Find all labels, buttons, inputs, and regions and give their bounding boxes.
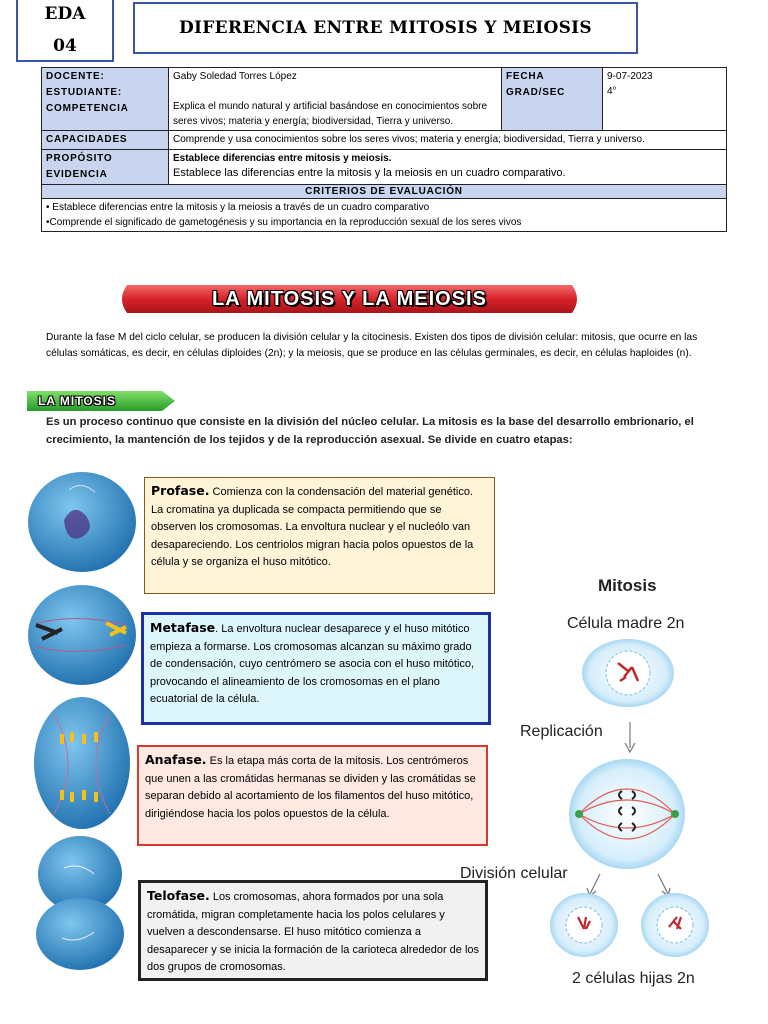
daughter-cell-2-image [639, 891, 711, 959]
metaphase-box [141, 612, 491, 725]
prophase-title: Profase. [151, 483, 210, 498]
mitosis-lead: Es un proceso continuo que consiste en la división del núcleo celular. La mitosis es la base del desarrollo embrionario, el crecimiento, la mantención de los tejidos y de la reproducción asexual. Se divide en cuatro etapas: [46, 416, 694, 446]
banner-title: LA MITOSIS Y LA MEIOSIS [212, 287, 487, 310]
mother-cell-label: Célula madre 2n [567, 615, 685, 632]
evidencia-label: EVIDENCIA [46, 169, 108, 180]
proposito-label-cell [42, 150, 169, 185]
telophase-box [138, 880, 488, 981]
docente-value: Gaby Soledad Torres López [173, 71, 297, 82]
metaphase-title: Metafase [150, 620, 216, 635]
intro-paragraph: Durante la fase M del ciclo celular, se producen la división celular y la citocinesis. Existen dos tipos de división celular: mitosis, que ocurre en las células somáticas, es decir, en células diploides (2n); y la meiosis, que se produce en las células germinales, es decir, en células haploides (n). [46, 332, 698, 359]
label-cell [42, 68, 169, 131]
capacidades-value: Comprende y usa conocimientos sobre los seres vivos; materia y energía; biodiversidad, Tierra y universo. [169, 131, 727, 150]
criterio-2: •Comprende el significado de gametogénesis y su importancia en la reproducción sexual de los seres vivos [46, 217, 522, 228]
proposito-value: Establece diferencias entre mitosis y meiosis. [173, 153, 392, 164]
capacidades-label: CAPACIDADES [42, 131, 169, 150]
estudiante-label: ESTUDIANTE: [46, 87, 123, 98]
competencia-label: COMPETENCIA [46, 103, 129, 114]
docente-cell [169, 68, 502, 131]
eda-box [16, 0, 114, 62]
telophase-title: Telofase. [147, 888, 210, 903]
anaphase-title: Anafase. [145, 752, 207, 767]
fecha-value-cell [603, 68, 727, 131]
docente-label: DOCENTE: [46, 71, 105, 82]
gradsec-value: 4° [607, 86, 617, 97]
eda-label: EDA [44, 4, 86, 24]
prophase-text: Comienza con la condensación del material genético. La cromatina ya duplicada se compacta permitiendo que se observen los cromosomas. La envoltura nuclear y el nucleólo van desapareciendo. Los centriolos migran hacia polos opuestos de la célula y se organiza el huso mitótico. [151, 486, 474, 568]
fecha-label: FECHA [506, 71, 545, 82]
mother-cell-image [580, 637, 676, 709]
anaphase-cell-image [24, 694, 140, 832]
criterios-cell [42, 199, 727, 232]
criterios-header: CRITERIOS DE EVALUACIÓN [42, 185, 727, 199]
fecha-label-cell [502, 68, 603, 131]
prophase-box [144, 477, 495, 594]
anaphase-text: Es la etapa más corta de la mitosis. Los centrómeros que unen a las cromátidas hermanas se dividen y las cromátidas se separan debido al acortamiento de los filamentos del huso mitótico, dirigiéndose hacia los polos opuestos de la célula. [145, 755, 476, 820]
proposito-cell [169, 150, 727, 185]
metaphase-cell-image [24, 583, 140, 687]
telophase-cell-image [24, 834, 140, 972]
competencia-value: Explica el mundo natural y artificial basándose en conocimientos sobre seres vivos; materia y energía; biodiversidad, Tierra y universo. [173, 101, 488, 127]
daughter-cells-label: 2 células hijas 2n [572, 970, 695, 987]
prophase-cell-image [24, 470, 140, 574]
replication-label: Replicación [520, 723, 603, 740]
criterio-1: • Establece diferencias entre la mitosis y la meiosis a través de un cuadro comparativo [46, 202, 430, 213]
diagram-title: Mitosis [598, 576, 657, 595]
fecha-value: 9-07-2023 [607, 71, 653, 82]
replication-arrow [624, 722, 636, 754]
anaphase-box [137, 745, 488, 846]
proposito-label: PROPÓSITO [46, 153, 113, 164]
mitosis-tag: LA MITOSIS [38, 394, 117, 408]
eda-number: 04 [53, 36, 77, 56]
daughter-cell-1-image [548, 891, 620, 959]
metaphase-text: . La envoltura nuclear desaparece y el huso mitótico empieza a formarse. Los cromosomas alcanzan su máximo grado de condensación, cuyo centrómero se asocia con el huso mitótico, provocando el alineamiento de los cromosomas en el plano ecuatorial de la célula. [150, 623, 475, 705]
telophase-text: Los cromosomas, ahora formados por una sola cromátida, migran completamente hacia los polos celulares y vuelven a descondensarse. El huso mitótico comienza a desaparecer y se inicia la formación de la carioteca alrededor de los dos grupos de cromosomas. [147, 891, 480, 973]
gradsec-label: GRAD/SEC [506, 87, 566, 98]
replicated-cell-image [565, 755, 689, 873]
division-label: División celular [460, 865, 568, 882]
document-title: DIFERENCIA ENTRE MITOSIS Y MEIOSIS [133, 2, 638, 54]
evidencia-value: Establece las diferencias entre la mitosis y la meiosis en un cuadro comparativo. [173, 167, 566, 179]
info-table [41, 67, 727, 232]
